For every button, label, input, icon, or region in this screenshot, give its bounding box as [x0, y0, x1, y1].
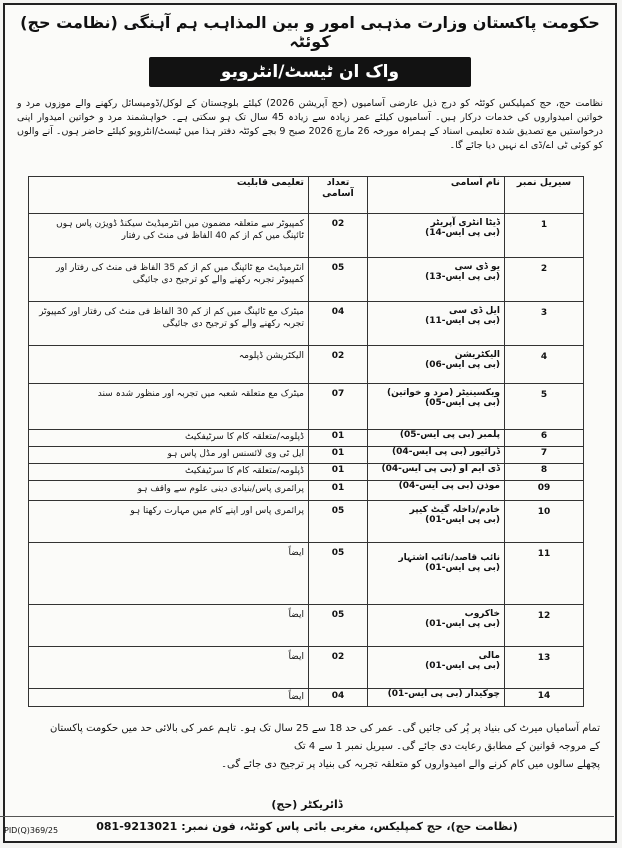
- row-count: 05: [331, 506, 345, 516]
- table-row: [29, 605, 584, 647]
- header-post: نام آسامی: [368, 177, 505, 214]
- row-post: مالی: [478, 651, 500, 661]
- row-qualification: ڈپلومہ/متعلقہ کام کا سرٹیفکیٹ: [185, 432, 304, 442]
- row-serial: 14: [537, 691, 551, 701]
- row-count: 05: [331, 610, 345, 620]
- row-count: 01: [331, 483, 345, 493]
- row-post: ڈرائیور: [469, 447, 500, 457]
- terms-text: [14, 720, 600, 774]
- row-qualification: پرائمری پاس/بنیادی دینی علوم سے واقف ہو: [137, 484, 304, 494]
- row-serial: 3: [540, 308, 548, 318]
- row-qualification: ایضاً: [288, 692, 304, 702]
- row-qualification: کمپیوٹر سے متعلقہ مضمون میں انٹرمیڈیٹ سیکنڈ ڈویژن پاس ہوں ٹائپنگ میں کم از کم 40 الفاظ فی منٹ کی رفتار: [56, 219, 304, 241]
- pid-code: PID(Q)369/25: [4, 826, 59, 835]
- row-bps: (بی پی ایس-04): [398, 481, 474, 491]
- row-bps: (بی پی ایس-01): [425, 661, 500, 671]
- row-post: ویکسینیٹر (مرد و خواتین): [386, 388, 500, 398]
- row-qualification: میٹرک مع متعلقہ شعبہ میں تجربہ اور منظور شدہ سند: [97, 389, 304, 399]
- row-serial: 7: [540, 448, 548, 458]
- terms-line-1: تمام آسامیاں میرٹ کی بنیاد پر پُر کی جائیں گی۔ عمر کی حد 18 سے 25 سال تک ہو۔ تاہم عمر کی بالائی حد میں حکومت پاکستان: [50, 723, 600, 734]
- row-qualification: ایل ٹی وی لائسنس اور مڈل پاس ہو: [167, 449, 304, 459]
- phone-number: 081-9213021: [96, 820, 178, 833]
- table-header-row: [29, 177, 584, 214]
- posts-table: [28, 176, 584, 707]
- row-post: ڈیٹا انٹری آپریٹر: [430, 218, 500, 228]
- row-count: 04: [331, 691, 345, 701]
- row-post: ڈی ایم او: [459, 464, 500, 474]
- row-qualification: ایضاً: [288, 548, 304, 558]
- row-bps: (بی پی ایس-01): [425, 563, 500, 573]
- row-bps: (بی پی ایس-05): [425, 398, 500, 408]
- row-post: موذن: [476, 481, 500, 491]
- table-row: [29, 481, 584, 501]
- row-count: 04: [331, 307, 345, 317]
- intro-paragraph: نظامت حج، حج کمپلیکس کوئٹہ کو درج ذیل عارضی آسامیوں (حج آپریشن 2026) کیلئے بلوچستان کے لوکل/ڈومیسائل رکھنے والے موزوں مرد و خواتین امیدواروں کی خدمات درکار ہیں۔ آسامیوں کیلئے عمر زیادہ سے زیادہ 45 سال تک ہو سکتی ہے۔ خواہشمند مرد و خواتین امیدوار اپنی درخواستیں مع تصدیق شدہ تعلیمی اسناد کے ہمراہ مورخہ 26 مارچ 2026 صبح 9 بجے کوئٹہ دفتر ہذا میں ٹیسٹ/انٹرویو کیلئے حاضر ہوں۔ آنے والوں کو کوئی ٹی اے/ڈی اے نہیں دیا جائے گا۔: [17, 98, 604, 151]
- row-count: 02: [331, 219, 345, 229]
- row-qualification: الیکٹریشن ڈپلومہ: [238, 351, 304, 361]
- terms-line-2: کے مروجہ قوانین کے مطابق رعایت دی جائے گی۔ سیریل نمبر 1 سے 4 تک: [293, 741, 600, 752]
- row-qualification: ایضاً: [288, 610, 304, 620]
- page-title: حکومت پاکستان وزارت مذہبی امور و بین المذاہب ہم آہنگی (نظامت حج) کوئٹہ: [20, 13, 600, 51]
- table-row: [29, 647, 584, 689]
- director-signature: ڈائریکٹر (حج): [271, 798, 343, 811]
- terms-line-3: پچھلے سالوں میں کام کرنے والے امیدواروں کو متعلقہ تجربہ کی بنیاد پر ترجیح دی جائے گی۔: [221, 759, 600, 770]
- row-serial: 09: [537, 483, 551, 493]
- row-post: پلمبر: [477, 430, 500, 440]
- address-bar: [0, 816, 614, 833]
- table-row: [29, 258, 584, 302]
- row-bps: (بی پی ایس-01): [425, 515, 500, 525]
- row-serial: 1: [540, 220, 548, 230]
- row-qualification: ڈپلومہ/متعلقہ کام کا سرٹیفکیٹ: [185, 466, 304, 476]
- row-serial: 6: [540, 431, 548, 441]
- row-bps: (بی پی ایس-06): [425, 360, 500, 370]
- row-post: چوکیدار: [465, 689, 500, 699]
- row-serial: 10: [537, 507, 551, 517]
- table-row: [29, 302, 584, 346]
- table-row: [29, 384, 584, 430]
- row-serial: 8: [540, 465, 548, 475]
- table-row: [29, 430, 584, 447]
- row-count: 01: [331, 448, 345, 458]
- row-serial: 11: [537, 549, 551, 559]
- row-serial: 5: [540, 390, 548, 400]
- row-count: 01: [331, 431, 345, 441]
- row-count: 01: [331, 465, 345, 475]
- row-count: 02: [331, 652, 345, 662]
- row-count: 02: [331, 351, 345, 361]
- row-post: خادم/داخلہ گیٹ کیپر: [409, 505, 500, 515]
- table-row: [29, 464, 584, 481]
- row-bps: (بی پی ایس-14): [425, 228, 500, 238]
- row-serial: 2: [540, 264, 548, 274]
- header-count: تعداد آسامی: [309, 177, 368, 214]
- table-row: [29, 214, 584, 258]
- table-row: [29, 543, 584, 605]
- row-qualification: پرائمری پاس اور اپنے کام میں مہارت رکھتا ہو: [130, 506, 304, 516]
- row-bps: (بی پی ایس-11): [425, 316, 500, 326]
- table-row: [29, 447, 584, 464]
- row-qualification: ایضاً: [288, 652, 304, 662]
- row-serial: 13: [537, 653, 551, 663]
- row-post: خاکروب: [464, 609, 500, 619]
- row-bps: (بی پی ایس-13): [425, 272, 500, 282]
- table-row: [29, 501, 584, 543]
- row-serial: 12: [537, 611, 551, 621]
- row-post: نائب قاصد/نائب اشتہار: [398, 553, 500, 563]
- row-serial: 4: [540, 352, 548, 362]
- address-text: (نظامت حج)، حج کمپلیکس، مغربی بائی پاس کوئٹہ، فون نمبر:: [181, 820, 518, 833]
- table-row: [29, 689, 584, 707]
- row-post: الیکٹریشن: [454, 350, 500, 360]
- header-serial: سیریل نمبر: [505, 177, 584, 214]
- row-qualification: انٹرمیڈیٹ مع ٹائپنگ میں کم از کم 35 الفاظ فی منٹ کی رفتار اور کمپیوٹر تجربہ رکھنے والے کو ترجیح دی جائیگی: [55, 263, 304, 285]
- row-bps: (بی پی ایس-05): [399, 430, 475, 440]
- walk-in-banner: واک ان ٹیسٹ/انٹرویو: [149, 57, 471, 87]
- row-bps: (بی پی ایس-04): [381, 464, 457, 474]
- row-bps: (بی پی ایس-04): [392, 447, 467, 457]
- row-qualification: میٹرک مع ٹائپنگ میں کم از کم 30 الفاظ فی منٹ کی رفتار اور کمپیوٹر تجربہ رکھنے والے کو ترجیح دی جائیگی: [39, 307, 304, 329]
- row-count: 05: [331, 263, 345, 273]
- row-bps: (بی پی ایس-01): [425, 619, 500, 629]
- row-post: یو ڈی سی: [454, 262, 500, 272]
- table-row: [29, 346, 584, 384]
- row-post: ایل ڈی سی: [449, 306, 500, 316]
- row-bps: (بی پی ایس-01): [387, 689, 463, 699]
- header-qualification: تعلیمی قابلیت: [29, 177, 309, 214]
- row-count: 05: [331, 548, 345, 558]
- row-count: 07: [331, 389, 345, 399]
